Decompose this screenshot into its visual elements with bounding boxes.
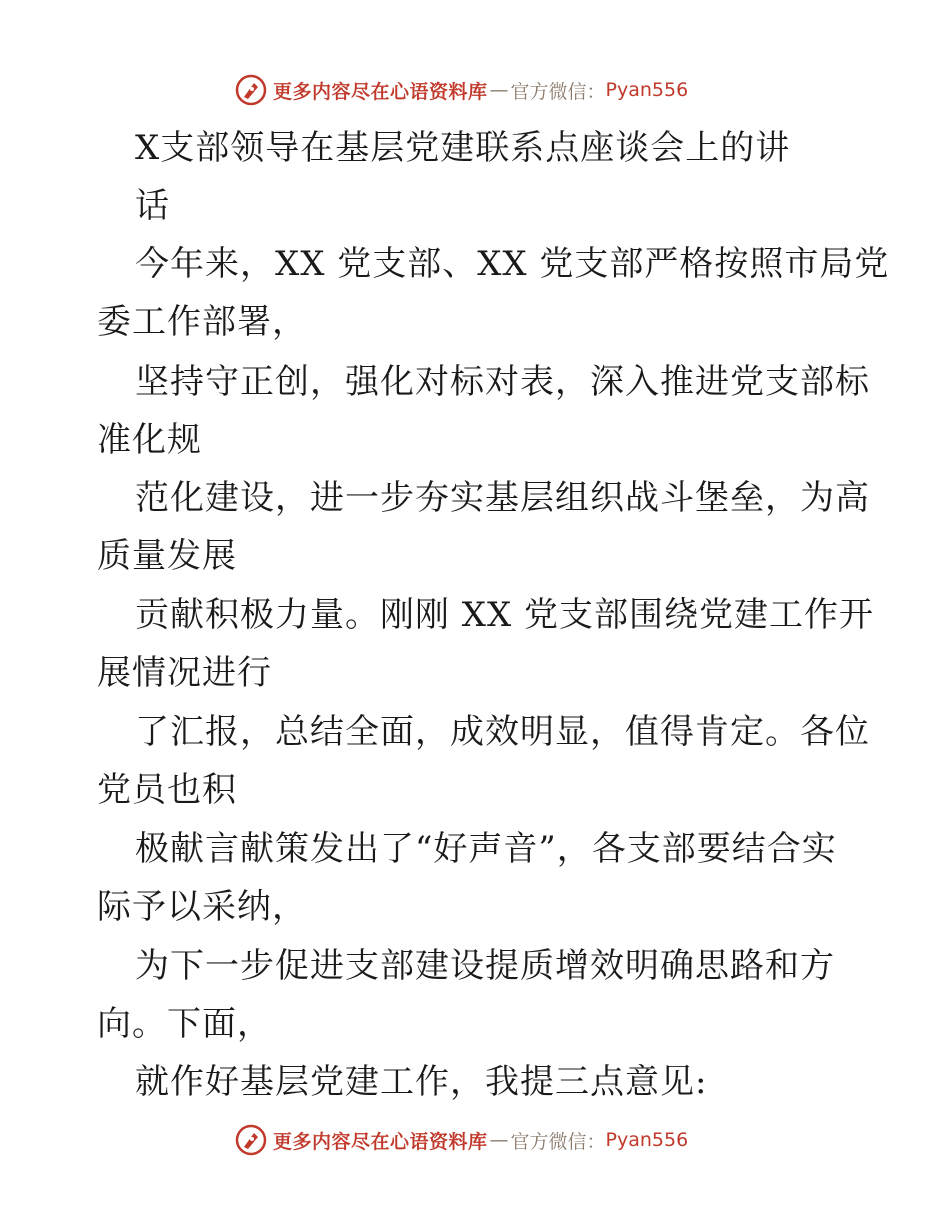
body-line: 坚持守正创，强化对标对表，深入推进党支部标 <box>135 362 870 402</box>
watermark-label: 官方微信： <box>510 80 606 103</box>
pen-nib-logo-icon <box>235 74 267 106</box>
body-line: 准化规 <box>97 420 202 460</box>
body-line: 向。下面， <box>97 1004 272 1044</box>
body-line: 了汇报，总结全面，成效明显，值得肯定。各位 <box>135 712 870 752</box>
body-line: 就作好基层党建工作，我提三点意见: <box>135 1062 708 1102</box>
watermark-id: Pyan556 <box>605 1129 689 1151</box>
body-line: 质量发展 <box>97 536 237 576</box>
body-line: 际予以采纳， <box>97 887 307 927</box>
body-line: 范化建设，进一步夯实基层组织战斗堡垒，为高 <box>135 478 870 518</box>
watermark-label: 官方微信： <box>510 1130 606 1153</box>
body-line: 今年来，XX 党支部、XX 党支部严格按照市局党 <box>135 244 890 284</box>
watermark-id: Pyan556 <box>605 79 689 101</box>
body-line: 党员也积 <box>97 770 237 810</box>
body-line: 展情况进行 <box>97 653 272 693</box>
body-line: 委工作部署， <box>97 302 307 342</box>
body-line: 极献言献策发出了“好声音”，各支部要结合实 <box>135 829 837 869</box>
watermark-separator: — <box>489 1129 509 1151</box>
header-watermark <box>235 73 688 107</box>
pen-nib-logo-icon <box>235 1124 267 1156</box>
watermark-main-text: 更多内容尽在心语资料库 <box>273 1130 488 1153</box>
watermark-main-text: 更多内容尽在心语资料库 <box>273 80 488 103</box>
body-line: 为下一步促进支部建设提质增效明确思路和方 <box>135 946 835 986</box>
watermark-separator: — <box>489 79 509 101</box>
footer-watermark <box>235 1123 688 1157</box>
body-line: 贡献积极力量。刚刚 XX 党支部围绕党建工作开 <box>135 595 875 635</box>
document-title-line-1: X支部领导在基层党建联系点座谈会上的讲 <box>135 128 791 168</box>
document-title-line-2: 话 <box>135 186 170 226</box>
